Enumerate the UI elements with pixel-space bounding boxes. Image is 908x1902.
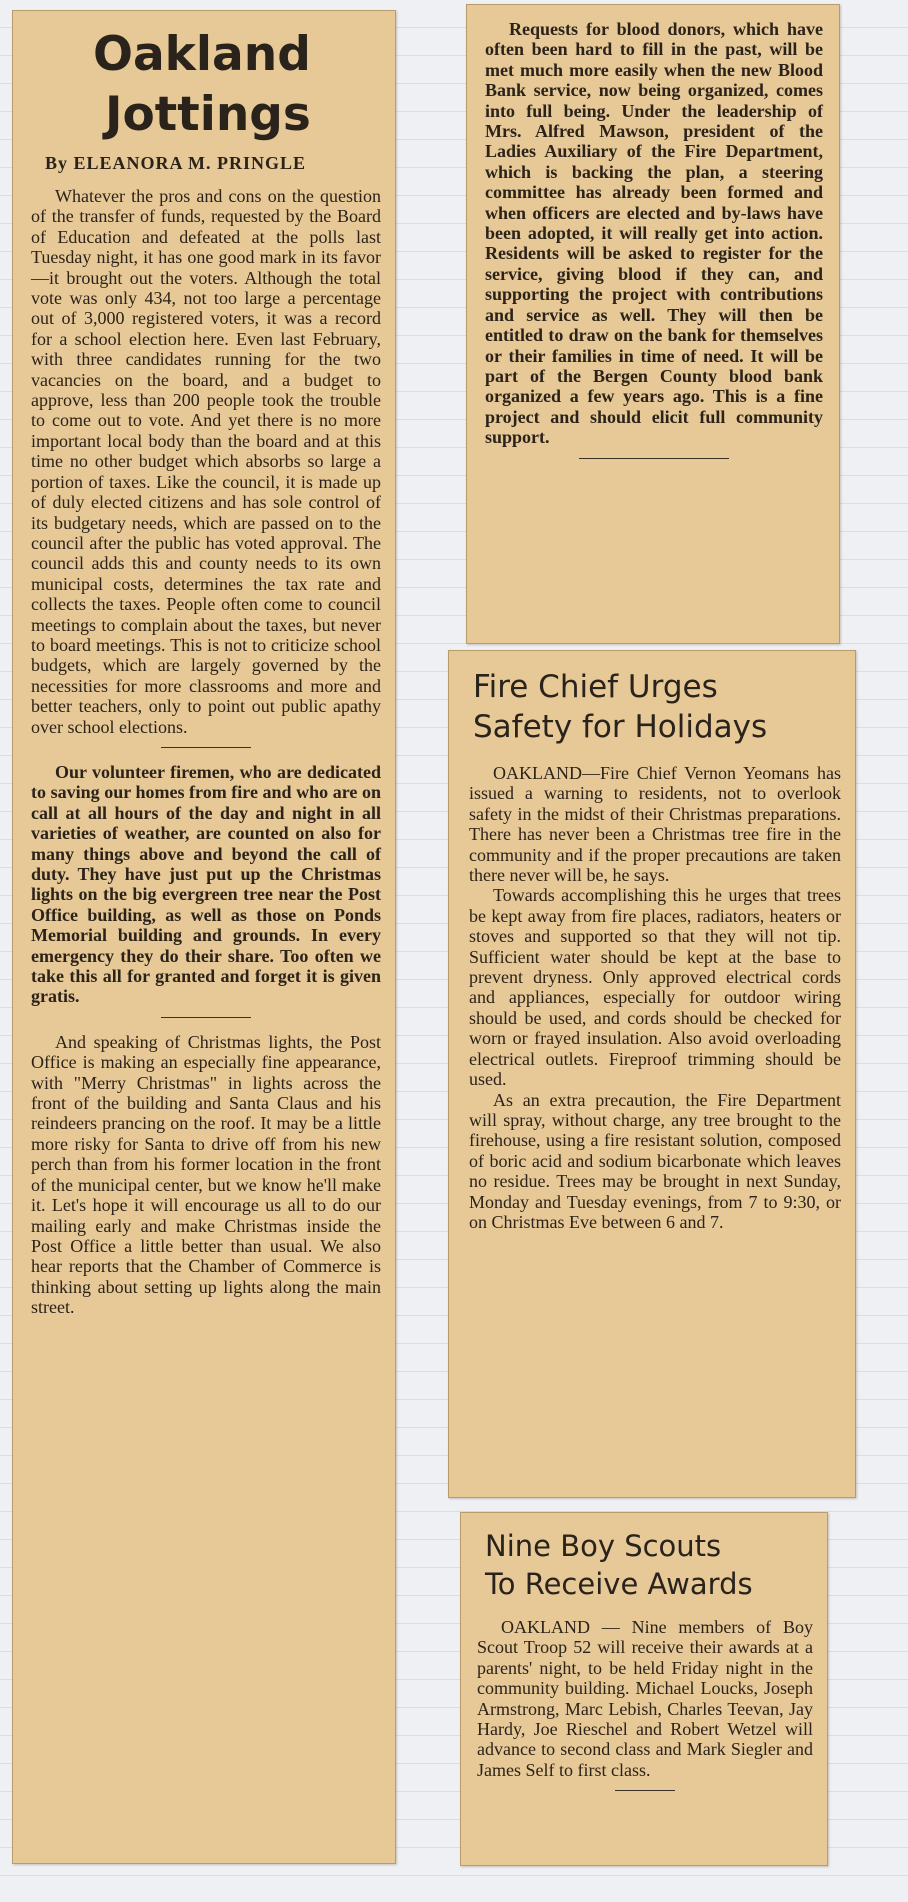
article-paragraph-christmas-lights: And speaking of Christmas lights, the Post Office is making an especially fine appearance, with "Merry Christmas" in lights across the front of the building and Santa Claus and his reindeers prancing on the roof. It may be a little more risky for Santa to drive off from his new perch than from his former location in the front of the municipal center, but we know he'll make it. Let's hope it will encourage us all to do our mailing early and make Christmas inside the Post Office a little better than usual. We also hear reports that the Chamber of Commerce is thinking about setting up lights along the main street. <box>31 1031 381 1318</box>
article-paragraph-school-election: Whatever the pros and cons on the question of the transfer of funds, requested by the Board of Education and defeated at the polls last Tuesday night, it has one good mark in its favor—it brought out the voters. Although the total vote was only 434, not too large a percentage out of 3,000 registered voters, it was a record for a school election here. Even last February, with three candidates running for the two vacancies on the board, and a budget to approve, less than 200 people took the trouble to come out to vote. And yet there is no more important local body than the board and at this time no other budget which absorbs so large a portion of taxes. Like the council, it is made up of duly elected citizens and has sole control of its budgetary needs, which are passed on to the council after the public has voted approval. The council adds this and county needs to its own municipal costs, determines the tax rate and collects the taxes. People often come to council meetings to complain about the taxes, but never to board meetings. This is not to criticize school budgets, which are largely governed by the necessities for more classrooms and more and better teachers, only to point out public apathy over school elections. <box>31 186 381 737</box>
byline: By ELEANORA M. PRINGLE <box>45 153 307 173</box>
column-title-line1: Oakland <box>93 27 311 82</box>
fire-chief-headline-line2: Safety for Holidays <box>473 709 768 745</box>
fire-chief-paragraph-2: Towards accomplishing this he urges that trees be kept away from fire places, radiators, heaters or stoves and supported so that they will not tip. Sufficient water should be kept at the base to prevent dryness. Only approved electrical cords and appliances, especially for outdoor wiring should be used, and cords should be checked for worn or frayed insulation. Also avoid overloading electrical outlets. Fireproof trimming should be used. <box>469 885 841 1090</box>
fire-chief-clipping <box>448 650 856 1498</box>
fire-chief-headline <box>473 667 841 747</box>
blood-bank-paragraph: Requests for blood donors, which have often been hard to fill in the past, will be met much more easily when the new Blood Bank service, now being organized, comes into full being. Under the leadership of Mrs. Alfred Mawson, president of the Ladies Auxiliary of the Fire Department, which is backing the plan, a steering committee has already been formed and when officers are elected and by-laws have been adopted, it will really get into action. Residents will be asked to register for the service, giving blood if they can, and supporting the project with contributions and service as well. They will then be entitled to draw on the bank for themselves or their families in time of need. It will be part of the Bergen County blood bank organized a few years ago. This is a fine project and should elicit full community support. <box>485 19 823 448</box>
divider <box>579 458 729 459</box>
fire-chief-paragraph-1: OAKLAND—Fire Chief Vernon Yeomans has issued a warning to residents, not to overlook safety in the midst of their Christmas preparations. There has never been a Christmas tree fire in the community and if the proper precautions are taken there never will be, he says. <box>469 763 841 886</box>
boy-scouts-headline <box>485 1527 813 1603</box>
divider <box>615 1790 675 1791</box>
divider <box>161 747 251 748</box>
fire-chief-headline-line1: Fire Chief Urges <box>473 669 718 705</box>
oakland-jottings-clipping <box>12 10 396 1864</box>
column-title <box>93 25 381 145</box>
divider <box>161 1017 251 1018</box>
boy-scouts-headline-line2: To Receive Awards <box>485 1567 753 1601</box>
boy-scouts-headline-line1: Nine Boy Scouts <box>485 1529 722 1563</box>
blood-bank-clipping <box>466 4 840 644</box>
article-paragraph-firemen: Our volunteer firemen, who are dedicated to saving our homes from fire and who are on call at all hours of the day and night in all varieties of weather, are counted on also for many things above and beyond the call of duty. They have just put up the Christmas lights on the big evergreen tree near the Post Office building, as well as those on Ponds Memorial building and grounds. In every emergency they do their share. Too often we take this all for granted and forget it is given gratis. <box>31 761 381 1007</box>
boy-scouts-paragraph: OAKLAND — Nine members of Boy Scout Troop 52 will receive their awards at a parents' night, to be held Friday night in the community building. Michael Loucks, Joseph Armstrong, Marc Lebish, Charles Teevan, Jay Hardy, Joe Rieschel and Robert Wetzel will advance to second class and Mark Siegler and James Self to first class. <box>477 1617 813 1780</box>
column-title-line2: Jottings <box>105 87 311 142</box>
boy-scouts-clipping <box>460 1512 828 1866</box>
fire-chief-paragraph-3: As an extra precaution, the Fire Department will spray, without charge, any tree brought to the firehouse, using a fire resistant solution, composed of boric acid and sodium bicarbonate which leaves no residue. Trees may be brought in next Sunday, Monday and Tuesday evenings, from 7 to 9:30, or on Christmas Eve between 6 and 7. <box>469 1089 841 1232</box>
